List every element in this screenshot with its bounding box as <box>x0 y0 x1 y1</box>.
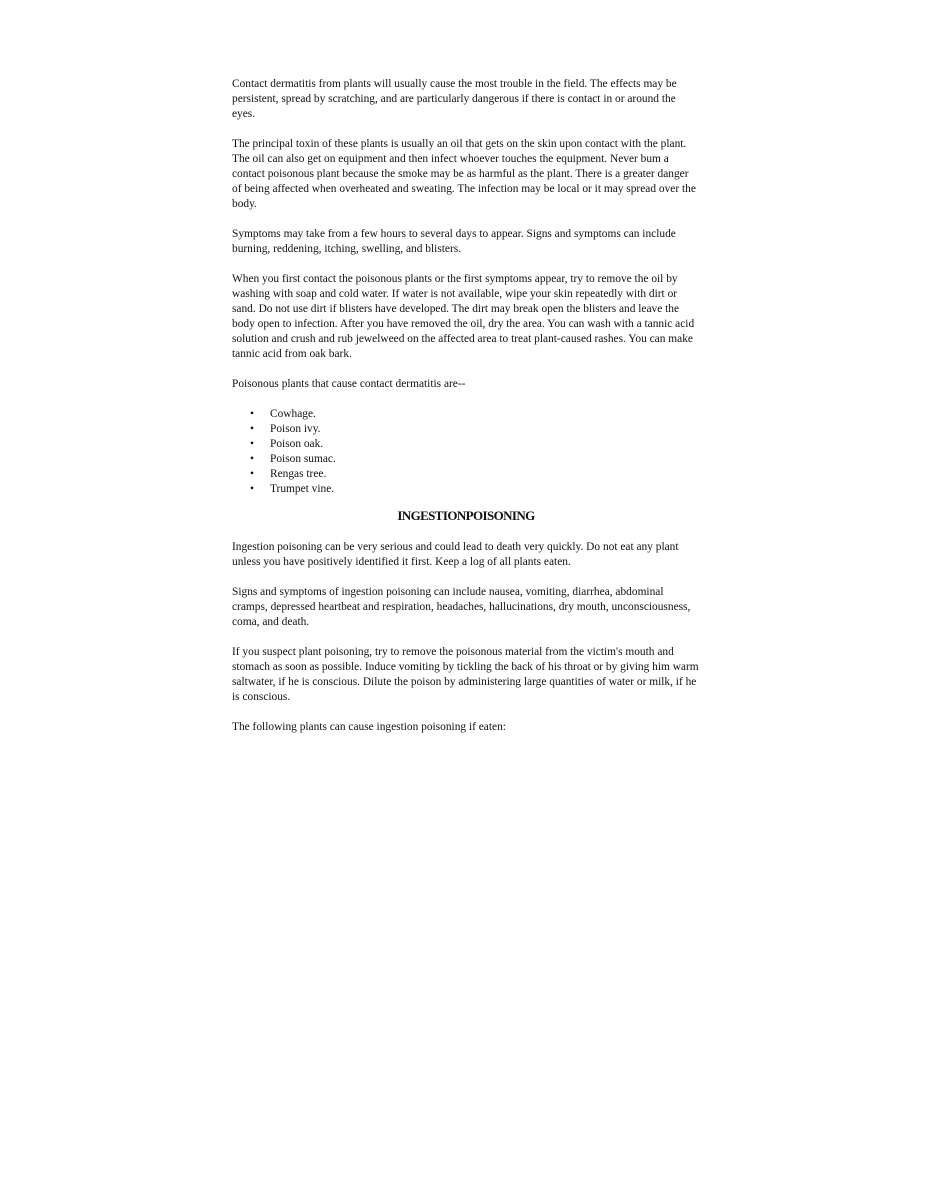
paragraph-list-intro: Poisonous plants that cause contact dermatitis are-- <box>232 378 466 390</box>
paragraph-symptoms: Symptoms may take from a few hours to several days to appear. Signs and symptoms can include burning, reddening, itching, swelling, and blisters. <box>232 228 676 255</box>
bullet-icon: • <box>250 453 254 465</box>
paragraph-ingestion-treatment: If you suspect plant poisoning, try to remove the poisonous material from the victim's mouth and stomach as soon as possible. Induce vomiting by tickling the back of his throat or by giving him warm saltwater, if he is conscious. Dilute the poison by administering large quantities of water or milk, if he is conscious. <box>232 646 699 703</box>
list-item <box>250 482 700 497</box>
bullet-icon: • <box>250 408 254 420</box>
list-item-text: Poison ivy. <box>270 423 321 435</box>
list-item-text: Trumpet vine. <box>270 483 335 495</box>
list-item-text: Poison oak. <box>270 438 324 450</box>
paragraph-treatment: When you first contact the poisonous plants or the first symptoms appear, try to remove the oil by washing with soap and cold water. If water is not available, wipe your skin repeatedly with dirt or sand. Do not use dirt if blisters have developed. The dirt may break open the blisters and leave the body open to infection. After you have removed the oil, dry the area. You can wash with a tannic acid solution and crush and rub jewelweed on the affected area to treat plant-caused rashes. You can make tannic acid from oak bark. <box>232 273 695 360</box>
paragraph-ingestion-symptoms: Signs and symptoms of ingestion poisoning can include nausea, vomiting, diarrhea, abdominal cramps, depressed heartbeat and respiration, headaches, hallucinations, dry mouth, unconsciousness, coma, and death. <box>232 586 691 628</box>
paragraph-following-plants: The following plants can cause ingestion poisoning if eaten: <box>232 721 506 733</box>
bullet-icon: • <box>250 483 254 495</box>
paragraph-contact-dermatitis: Contact dermatitis from plants will usually cause the most trouble in the field. The effects may be persistent, spread by scratching, and are particularly dangerous if there is contact in or around the eyes. <box>232 78 677 120</box>
list-item <box>250 407 700 422</box>
list-item-text: Rengas tree. <box>270 468 327 480</box>
list-item <box>250 437 700 452</box>
contact-plants-list <box>232 407 700 497</box>
bullet-icon: • <box>250 423 254 435</box>
list-item <box>250 467 700 482</box>
list-item <box>250 452 700 467</box>
bullet-icon: • <box>250 438 254 450</box>
list-item-text: Cowhage. <box>270 408 316 420</box>
list-item <box>250 422 700 437</box>
section-heading-ingestion-poisoning: INGESTIONPOISONING <box>397 508 535 523</box>
list-item-text: Poison sumac. <box>270 453 336 465</box>
paragraph-principal-toxin: The principal toxin of these plants is usually an oil that gets on the skin upon contact with the plant. The oil can also get on equipment and then infect whoever touches the equipment. Never bum a contact poisonous plant because the smoke may be as harmful as the plant. There is a greater danger of being affected when overheated and sweating. The infection may be local or it may spread over the body. <box>232 138 696 210</box>
document-page <box>232 77 700 750</box>
bullet-icon: • <box>250 468 254 480</box>
paragraph-ingestion-intro: Ingestion poisoning can be very serious and could lead to death very quickly. Do not eat any plant unless you have positively identified it first. Keep a log of all plants eaten. <box>232 541 679 568</box>
